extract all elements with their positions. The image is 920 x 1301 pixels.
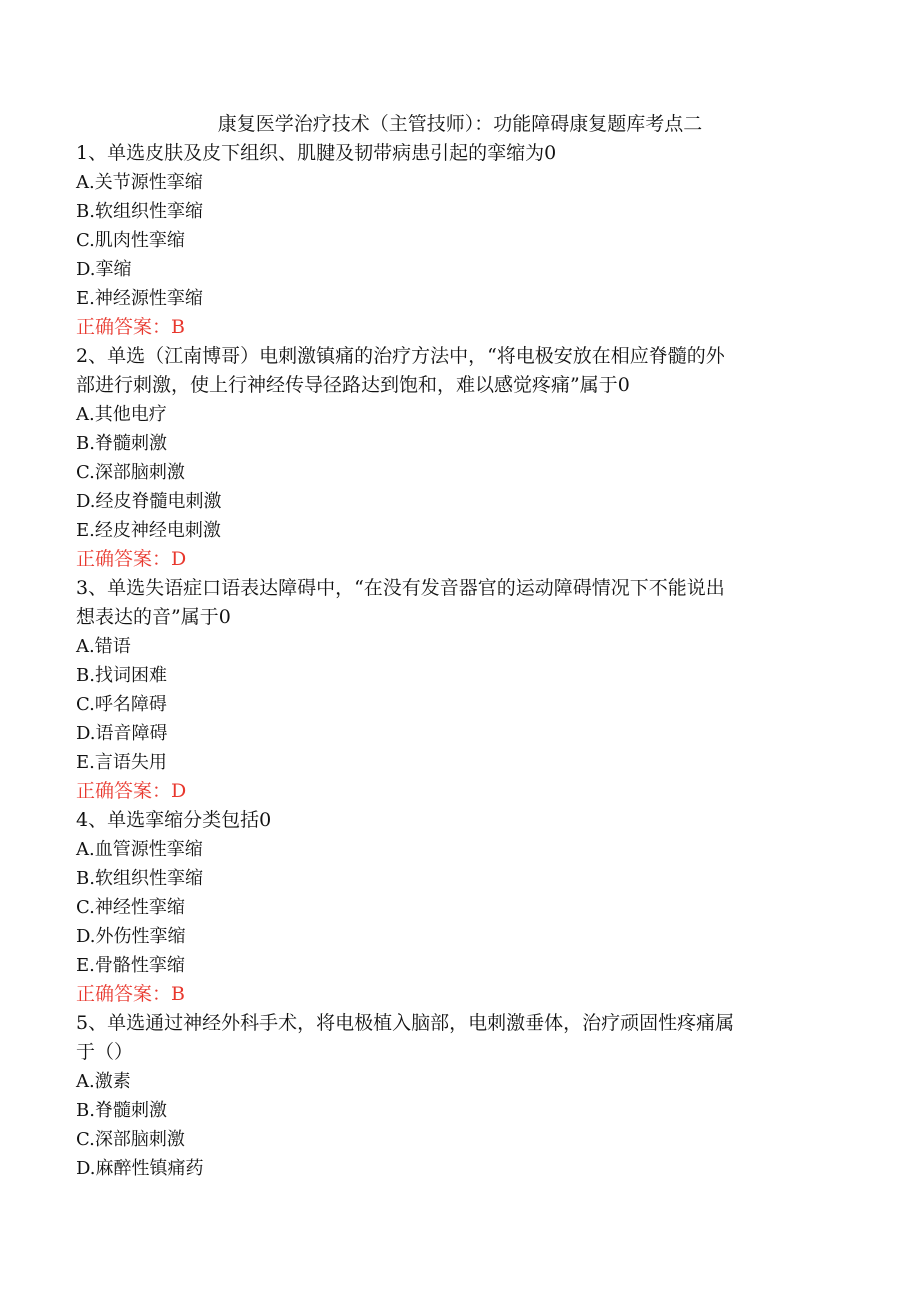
question-4 <box>76 806 836 1009</box>
question-stem: 3、单选失语症口语表达障碍中，“在没有发音器官的运动障碍情况下不能说出 <box>76 577 725 599</box>
question-stem: 4、单选挛缩分类包括0 <box>76 809 272 831</box>
question-stem-continued: 于（） <box>76 1041 134 1063</box>
question-2 <box>76 342 836 574</box>
option-a: A.激素 <box>76 1071 131 1092</box>
question-stem: 2、单选（江南博哥）电刺激镇痛的治疗方法中，“将电极安放在相应脊髓的外 <box>76 345 725 367</box>
question-5 <box>76 1009 836 1183</box>
option-b: B.软组织性挛缩 <box>76 868 203 889</box>
question-stem: 5、单选通过神经外科手术，将电极植入脑部，电刺激垂体，治疗顽固性疼痛属 <box>76 1012 735 1034</box>
option-b: B.软组织性挛缩 <box>76 201 203 222</box>
option-b: B.找词困难 <box>76 665 167 686</box>
page-title: 康复医学治疗技术（主管技师）：功能障碍康复题库考点二 <box>217 113 703 135</box>
option-e: E.骨骼性挛缩 <box>76 955 185 976</box>
option-c: C.呼名障碍 <box>76 694 167 715</box>
question-1 <box>76 139 836 342</box>
option-a: A.关节源性挛缩 <box>76 172 203 193</box>
option-b: B.脊髓刺激 <box>76 1100 167 1121</box>
option-c: C.深部脑刺激 <box>76 462 185 483</box>
option-c: C.深部脑刺激 <box>76 1129 185 1150</box>
question-stem-continued: 部进行刺激，使上行神经传导径路达到饱和，难以感觉疼痛”属于0 <box>76 374 630 396</box>
correct-answer: 正确答案：B <box>76 316 185 338</box>
option-a: A.其他电疗 <box>76 404 167 425</box>
option-a: A.错语 <box>76 636 131 657</box>
option-d: D.语音障碍 <box>76 723 168 744</box>
option-a: A.血管源性挛缩 <box>76 839 203 860</box>
question-list <box>76 139 836 1183</box>
option-d: D.外伤性挛缩 <box>76 926 186 947</box>
option-e: E.言语失用 <box>76 752 167 773</box>
question-stem-continued: 想表达的音”属于0 <box>76 606 231 628</box>
question-stem: 1、单选皮肤及皮下组织、肌腱及韧带病患引起的挛缩为0 <box>76 142 557 164</box>
option-d: D.麻醉性镇痛药 <box>76 1158 204 1179</box>
option-e: E.神经源性挛缩 <box>76 288 203 309</box>
correct-answer: 正确答案：D <box>76 780 187 802</box>
option-d: D.经皮脊髓电刺激 <box>76 491 222 512</box>
question-3 <box>76 574 836 806</box>
option-b: B.脊髓刺激 <box>76 433 167 454</box>
option-d: D.挛缩 <box>76 259 132 280</box>
option-c: C.神经性挛缩 <box>76 897 185 918</box>
option-e: E.经皮神经电刺激 <box>76 520 221 541</box>
option-c: C.肌肉性挛缩 <box>76 230 185 251</box>
correct-answer: 正确答案：D <box>76 548 187 570</box>
correct-answer: 正确答案：B <box>76 983 185 1005</box>
